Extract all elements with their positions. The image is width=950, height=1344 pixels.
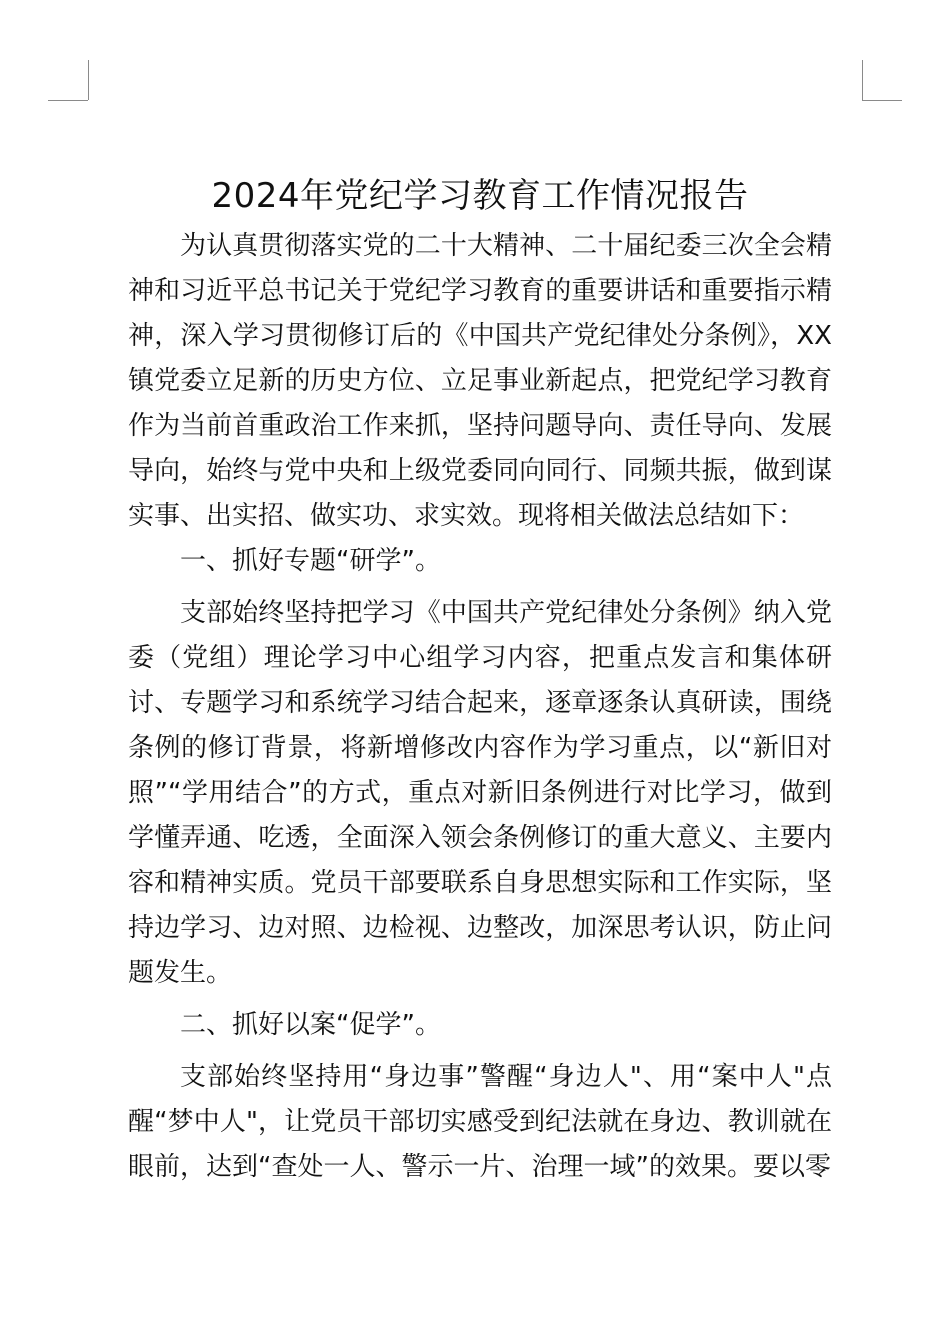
crop-mark	[48, 100, 88, 101]
section-heading: 一、抓好专题“研学”。	[180, 546, 441, 576]
document-body	[128, 168, 832, 1190]
crop-mark	[862, 100, 902, 101]
section-paragraph: 支部始终坚持把学习《中国共产党纪律处分条例》纳入党委（党组）理论学习中心组学习内容，把重点发言和集体研讨、专题学习和系统学习结合起来，逐章逐条认真研读，围绕条例的修订背景，将新增修改内容作为学习重点，以“新旧对照”“学用结合”的方式，重点对新旧条例进行对比学习，做到学懂弄通、吃透，全面深入领会条例修订的重大意义、主要内容和精神实质。党员干部要联系自身思想实际和工作实际，坚持边学习、边对照、边检视、边整改，加深思考认识，防止问题发生。	[128, 598, 832, 988]
crop-mark	[862, 60, 863, 100]
section-paragraph: 支部始终坚持用“身边事”警醒“身边人"、用“案中人"点醒“梦中人"，让党员干部切实感受到纪法就在身边、教训就在眼前，达到“查处一人、警示一片、治理一域”的效果。要以零	[128, 1062, 832, 1182]
crop-mark	[88, 60, 89, 100]
intro-paragraph: 为认真贯彻落实党的二十大精神、二十届纪委三次全会精神和习近平总书记关于党纪学习教育的重要讲话和重要指示精神，深入学习贯彻修订后的《中国共产党纪律处分条例》，XX镇党委立足新的历史方位、立足事业新起点，把党纪学习教育作为当前首重政治工作来抓，坚持问题导向、责任导向、发展导向，始终与党中央和上级党委同向同行、同频共振，做到谋实事、出实招、做实功、求实效。现将相关做法总结如下：	[128, 231, 832, 531]
section-heading: 二、抓好以案“促学”。	[180, 1010, 441, 1040]
document-title: 2024年党纪学习教育工作情况报告	[211, 176, 749, 216]
